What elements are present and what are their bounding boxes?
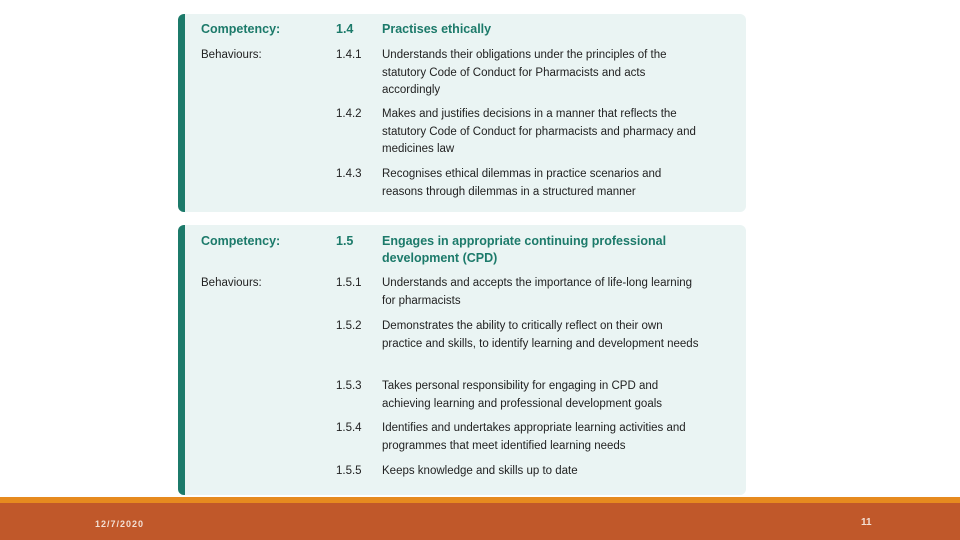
behaviour-number: 1.5.4 bbox=[336, 422, 362, 434]
behaviour-number: 1.5.1 bbox=[336, 277, 362, 289]
competency-label: Competency: bbox=[201, 234, 281, 248]
behaviour-text: Understands their obligations under the principles of the statutory Code of Conduct for Pharmacists and acts accordingly bbox=[382, 49, 667, 96]
behaviour-number: 1.5.2 bbox=[336, 320, 362, 332]
behaviour-text: Makes and justifies decisions in a manner that reflects the statutory Code of Conduct for pharmacists and pharmacy and medicines law bbox=[382, 108, 696, 155]
behaviour-number: 1.5.5 bbox=[336, 465, 362, 477]
behaviour-text: Understands and accepts the importance of life-long learning for pharmacists bbox=[382, 277, 693, 307]
behaviour-text: Identifies and undertakes appropriate learning activities and programmes that meet identified learning needs bbox=[382, 422, 686, 452]
competency-card-1-4 bbox=[178, 14, 746, 212]
behaviour-text: Demonstrates the ability to critically reflect on their own practice and skills, to identify learning and development needs bbox=[382, 320, 699, 350]
competency-title: Engages in appropriate continuing professional development (CPD) bbox=[382, 234, 667, 265]
behaviours-label: Behaviours: bbox=[201, 49, 262, 61]
behaviours-label: Behaviours: bbox=[201, 277, 262, 289]
page-number: 11 bbox=[861, 517, 872, 528]
competency-title: Practises ethically bbox=[382, 22, 492, 36]
behaviour-number: 1.4.3 bbox=[336, 168, 362, 180]
competency-card-1-5 bbox=[178, 225, 746, 495]
competency-number: 1.5 bbox=[336, 234, 354, 248]
footer-date: 12/7/2020 bbox=[95, 519, 145, 529]
competency-label: Competency: bbox=[201, 22, 281, 36]
behaviour-text: Keeps knowledge and skills up to date bbox=[382, 465, 578, 477]
behaviour-number: 1.4.1 bbox=[336, 49, 362, 61]
competency-number: 1.4 bbox=[336, 22, 354, 36]
behaviour-number: 1.4.2 bbox=[336, 108, 362, 120]
behaviour-text: Recognises ethical dilemmas in practice scenarios and reasons through dilemmas in a structured manner bbox=[382, 168, 662, 198]
behaviour-text: Takes personal responsibility for engaging in CPD and achieving learning and professional development goals bbox=[382, 380, 663, 410]
behaviour-number: 1.5.3 bbox=[336, 380, 362, 392]
